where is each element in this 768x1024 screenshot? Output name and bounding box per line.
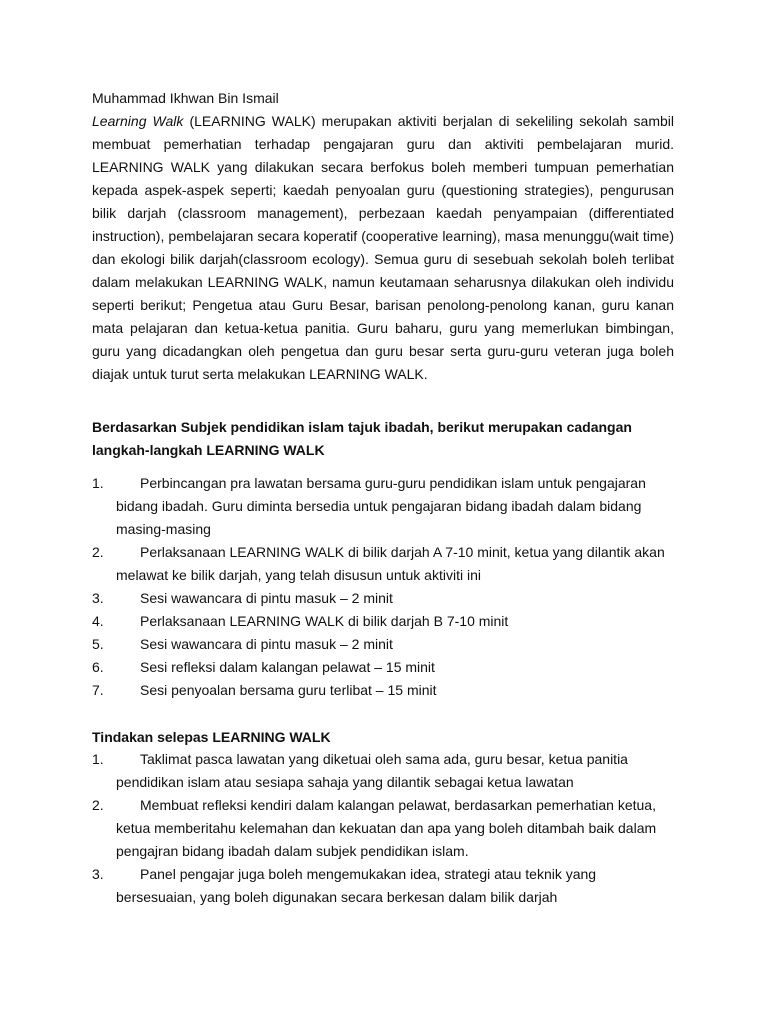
list-item bbox=[92, 748, 677, 794]
list-number: 5. bbox=[92, 636, 104, 652]
list-number: 6. bbox=[92, 659, 104, 675]
list-item bbox=[92, 633, 677, 656]
section-heading-actions: Tindakan selepas LEARNING WALK bbox=[92, 729, 331, 745]
list-text: Panel pengajar juga boleh mengemukakan idea, strategi atau teknik yang bersesuaian, yang boleh digunakan secara berkesan dalam bilik darjah bbox=[116, 866, 597, 905]
section-heading-steps: Berdasarkan Subjek pendidikan islam tajuk ibadah, berikut merupakan cadangan langkah-langkah LEARNING WALK bbox=[92, 419, 632, 458]
list-text: Sesi wawancara di pintu masuk – 2 minit bbox=[140, 590, 393, 606]
intro-paragraph bbox=[92, 110, 674, 386]
list-text: Sesi penyoalan bersama guru terlibat – 15 minit bbox=[140, 682, 437, 698]
actions-list bbox=[92, 748, 677, 909]
list-item bbox=[92, 679, 677, 702]
list-item bbox=[92, 587, 677, 610]
intro-text: (LEARNING WALK) merupakan aktiviti berjalan di sekeliling sekolah sambil membuat pemerhatian terhadap pengajaran guru dan aktiviti pembelajaran murid. LEARNING WALK yang dilakukan secara berfokus boleh memberi tumpuan pemerhatian kepada aspek-aspek seperti; kaedah penyoalan guru (questioning strategies), pengurusan bilik darjah (classroom management), perbezaan kaedah penyampaian (differentiated instruction), pembelajaran secara koperatif (cooperative learning), masa menunggu(wait time) dan ekologi bilik darjah(classroom ecology). Semua guru di sesebuah sekolah boleh terlibat dalam melakukan LEARNING WALK, namun keutamaan seharusnya dilakukan oleh individu seperti berikut; Pengetua atau Guru Besar, barisan penolong-penolong kanan, guru kanan mata pelajaran dan ketua-ketua panitia. Guru baharu, guru yang memerlukan bimbingan, guru yang dicadangkan oleh pengetua dan guru besar serta guru-guru veteran juga boleh diajak untuk turut serta melakukan LEARNING WALK. bbox=[92, 113, 674, 382]
list-number: 4. bbox=[92, 613, 104, 629]
list-text: Perbincangan pra lawatan bersama guru-guru pendidikan islam untuk pengajaran bidang ibadah. Guru diminta bersedia untuk pengajaran bidang ibadah dalam bidang masing-masing bbox=[116, 475, 646, 537]
list-text: Perlaksanaan LEARNING WALK di bilik darjah B 7-10 minit bbox=[140, 613, 509, 629]
list-number: 7. bbox=[92, 682, 104, 698]
list-item bbox=[92, 656, 677, 679]
list-text: Taklimat pasca lawatan yang diketuai oleh sama ada, guru besar, ketua panitia pendidikan islam atau sesiapa sahaja yang dilantik sebagai ketua lawatan bbox=[116, 751, 628, 790]
list-item bbox=[92, 610, 677, 633]
list-text: Membuat refleksi kendiri dalam kalangan pelawat, berdasarkan pemerhatian ketua, ketua memberitahu kelemahan dan kekuatan dan apa yang boleh ditambah baik dalam pengajran bidang ibadah dalam subjek pendidikan islam. bbox=[116, 797, 657, 859]
list-item bbox=[92, 472, 677, 541]
list-text: Sesi refleksi dalam kalangan pelawat – 15 minit bbox=[140, 659, 435, 675]
list-item bbox=[92, 541, 677, 587]
list-item bbox=[92, 863, 677, 909]
list-number: 3. bbox=[92, 866, 104, 882]
intro-term: Learning Walk bbox=[92, 113, 184, 129]
list-text: Sesi wawancara di pintu masuk – 2 minit bbox=[140, 636, 393, 652]
list-item bbox=[92, 794, 677, 863]
author-name: Muhammad Ikhwan Bin Ismail bbox=[92, 90, 279, 106]
steps-list bbox=[92, 472, 677, 702]
list-number: 2. bbox=[92, 544, 104, 560]
list-number: 1. bbox=[92, 751, 104, 767]
list-number: 3. bbox=[92, 590, 104, 606]
list-number: 2. bbox=[92, 797, 104, 813]
list-number: 1. bbox=[92, 475, 104, 491]
list-text: Perlaksanaan LEARNING WALK di bilik darjah A 7-10 minit, ketua yang dilantik akan melawat ke bilik darjah, yang telah disusun untuk aktiviti ini bbox=[116, 544, 665, 583]
